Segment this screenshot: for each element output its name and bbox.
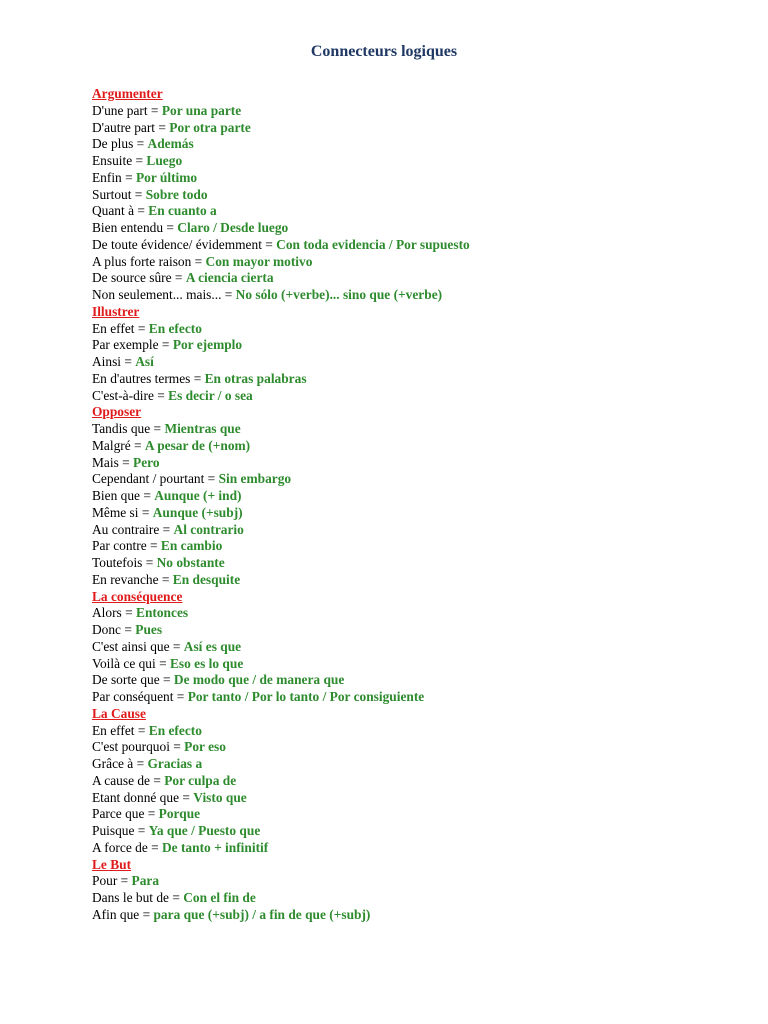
spanish-translation: Visto que (193, 789, 247, 805)
connector-entry (92, 522, 752, 539)
spanish-translation: Es decir / o sea (168, 387, 253, 403)
french-connector: A force de = (92, 839, 163, 855)
spanish-translation: En efecto (148, 320, 202, 336)
spanish-translation: A ciencia cierta (185, 270, 274, 286)
french-connector: Puisque = (92, 823, 149, 838)
spanish-translation: Entonces (136, 605, 189, 621)
french-connector: Mais = (92, 454, 134, 470)
connector-entry (92, 873, 752, 890)
spanish-translation: Sobre todo (145, 186, 208, 202)
connector-entry (92, 907, 752, 924)
spanish-translation: Gracias a (147, 756, 203, 771)
connector-entry (92, 538, 752, 555)
page-title: Connecteurs logiques (310, 43, 458, 60)
french-connector: C'est-à-dire = (92, 387, 169, 403)
french-connector: Parce que = (92, 806, 159, 822)
connector-entry (92, 136, 752, 153)
french-connector: Grâce à = (92, 756, 148, 771)
connector-entry (92, 605, 752, 622)
spanish-translation: Pues (135, 622, 163, 637)
french-connector: Tandis que = (92, 421, 165, 436)
french-connector: C'est ainsi que = (92, 638, 184, 654)
spanish-translation: Así es que (183, 638, 242, 654)
connector-entry (92, 572, 752, 589)
section-heading: Le But (92, 856, 132, 872)
french-connector: Ensuite = (92, 153, 147, 168)
spanish-translation: Sin embargo (218, 471, 292, 487)
french-connector: Par exemple = (92, 337, 173, 353)
connector-entry (92, 354, 752, 371)
spanish-translation: Además (147, 136, 194, 152)
french-connector: Donc = (92, 622, 136, 637)
french-connector: Voilà ce qui = (92, 655, 170, 671)
french-connector: Bien que = (92, 488, 155, 503)
section-heading: La Cause (92, 705, 146, 721)
connector-entry (92, 120, 752, 137)
french-connector: Au contraire = (92, 521, 174, 537)
spanish-translation: Por una parte (161, 102, 242, 118)
spanish-translation: No sólo (+verbe)... sino que (+verbe) (235, 287, 443, 302)
spanish-translation: Con toda evidencia / Por supuesto (276, 236, 470, 252)
spanish-translation: De tanto + infinitif (162, 839, 269, 855)
french-connector: Toutefois = (92, 555, 157, 570)
french-connector: Bien entendu = (92, 220, 178, 235)
spanish-translation: No obstante (156, 555, 225, 570)
french-connector: A cause de = (92, 772, 165, 788)
connector-entry (92, 455, 752, 472)
connector-entry (92, 890, 752, 907)
connector-entry (92, 689, 752, 706)
french-connector: En effet = (92, 722, 149, 738)
spanish-translation: Para (131, 873, 160, 889)
french-connector: Malgré = (92, 437, 145, 453)
section-heading: Opposer (92, 404, 142, 420)
spanish-translation: Por otra parte (169, 119, 251, 135)
spanish-translation: Por ejemplo (172, 337, 243, 353)
french-connector: Par conséquent = (92, 689, 188, 704)
french-connector: C'est pourquoi = (92, 739, 185, 755)
spanish-translation: En otras palabras (204, 370, 307, 386)
french-connector: En d'autres termes = (92, 370, 205, 386)
french-connector: Quant à = (92, 203, 149, 219)
connector-entry (92, 371, 752, 388)
french-connector: Afin que = (92, 906, 154, 922)
connector-list (92, 86, 752, 924)
spanish-translation: para que (+subj) / a fin de que (+subj) (153, 906, 371, 922)
connector-entry (92, 170, 752, 187)
spanish-translation: En efecto (148, 722, 202, 738)
spanish-translation: Ya que / Puesto que (148, 823, 261, 838)
french-connector: D'une part = (92, 102, 162, 118)
spanish-translation: En desquite (172, 571, 241, 587)
spanish-translation: Al contrario (173, 521, 244, 537)
french-connector: A plus forte raison = (92, 253, 206, 269)
french-connector: Même si = (92, 504, 153, 520)
spanish-translation: Por eso (184, 739, 226, 755)
connector-entry (92, 656, 752, 673)
connector-entry (92, 153, 752, 170)
connector-entry (92, 739, 752, 756)
french-connector: En effet = (92, 320, 149, 336)
connector-entry (92, 773, 752, 790)
spanish-translation: Por tanto / Por lo tanto / Por consiguiente (187, 689, 425, 704)
spanish-translation: Claro / Desde luego (177, 220, 289, 235)
french-connector: De source sûre = (92, 270, 186, 286)
french-connector: De toute évidence/ évidemment = (92, 236, 277, 252)
connector-entry (92, 337, 752, 354)
spanish-translation: Con el fin de (183, 890, 256, 905)
spanish-translation: Por culpa de (164, 772, 237, 788)
spanish-translation: Eso es lo que (169, 655, 244, 671)
spanish-translation: En cuanto a (148, 203, 217, 219)
french-connector: Dans le but de = (92, 890, 184, 905)
connector-entry (92, 622, 752, 639)
french-connector: Non seulement... mais... = (92, 287, 236, 302)
french-connector: Alors = (92, 605, 137, 621)
spanish-translation: En cambio (160, 538, 223, 554)
section-heading: Argumenter (92, 86, 163, 101)
section-heading: La conséquence (92, 588, 183, 604)
connector-entry (92, 555, 752, 572)
connector-entry (92, 321, 752, 338)
connector-entry (92, 203, 752, 220)
connector-entry (92, 723, 752, 740)
connector-entry (92, 187, 752, 204)
connector-entry (92, 806, 752, 823)
spanish-translation: De modo que / de manera que (173, 672, 345, 688)
spanish-translation: Así (135, 354, 154, 369)
connector-entry (92, 103, 752, 120)
connector-entry (92, 756, 752, 773)
spanish-translation: Porque (158, 806, 201, 822)
french-connector: Etant donné que = (92, 789, 194, 805)
connector-entry (92, 270, 752, 287)
french-connector: Enfin = (92, 169, 136, 185)
connector-entry (92, 237, 752, 254)
connector-entry (92, 254, 752, 271)
spanish-translation: Con mayor motivo (205, 253, 313, 269)
connector-entry (92, 639, 752, 656)
connector-entry (92, 790, 752, 807)
connector-entry (92, 220, 752, 237)
spanish-translation: Aunque (+subj) (152, 504, 243, 520)
french-connector: Par contre = (92, 538, 161, 554)
connector-entry (92, 471, 752, 488)
connector-entry (92, 388, 752, 405)
section-heading: Illustrer (92, 303, 140, 319)
connector-entry (92, 505, 752, 522)
french-connector: En revanche = (92, 571, 173, 587)
connector-entry (92, 287, 752, 304)
french-connector: Surtout = (92, 186, 146, 202)
connector-entry (92, 488, 752, 505)
connector-entry (92, 421, 752, 438)
spanish-translation: Mientras que (164, 421, 241, 436)
french-connector: De plus = (92, 136, 148, 152)
spanish-translation: A pesar de (+nom) (144, 437, 251, 453)
french-connector: Pour = (92, 873, 132, 889)
french-connector: Ainsi = (92, 354, 136, 369)
french-connector: De sorte que = (92, 672, 174, 688)
spanish-translation: Por último (136, 169, 198, 185)
spanish-translation: Luego (146, 153, 183, 168)
french-connector: D'autre part = (92, 119, 170, 135)
connector-entry (92, 823, 752, 840)
connector-entry (92, 438, 752, 455)
french-connector: Cependant / pourtant = (92, 471, 219, 487)
spanish-translation: Pero (133, 454, 160, 470)
spanish-translation: Aunque (+ ind) (154, 488, 242, 503)
connector-entry (92, 840, 752, 857)
connector-entry (92, 672, 752, 689)
